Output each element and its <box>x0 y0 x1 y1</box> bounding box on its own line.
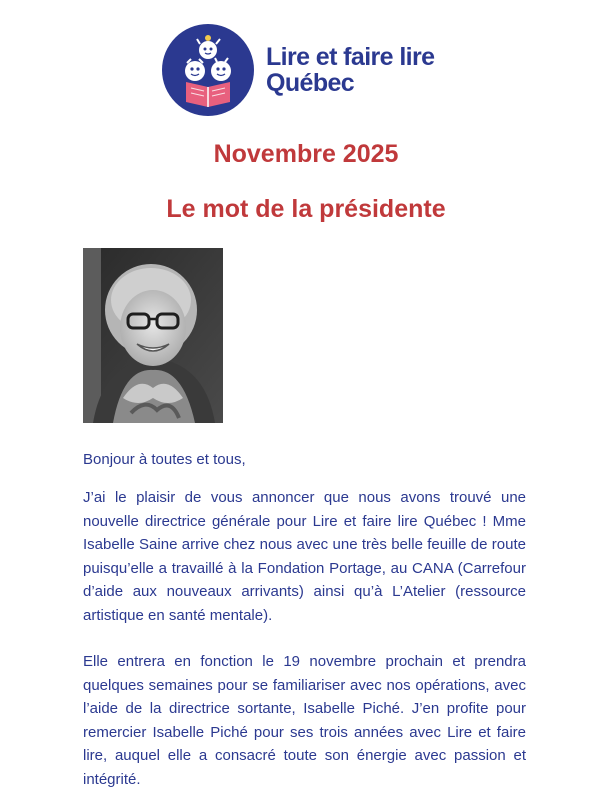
section-title: Le mot de la présidente <box>166 195 446 223</box>
logo-emblem-icon <box>162 24 254 116</box>
logo-line-1: Lire et faire lire <box>266 43 435 71</box>
logo-line-2: Québec <box>266 69 355 97</box>
letter-paragraph-2: Elle entrera en fonction le 19 novembre prochain et prendra quelques semaines pour se familiariser avec nos opérations, avec l’aide de la directrice sortante, Isabelle Piché. J’en profite pour remercier Isabelle Piché pour ses trois années avec Lire et faire lire, auquel elle a consacré toute son énergie avec passion et intégrité. <box>83 653 526 788</box>
letter-paragraph-1: J’ai le plaisir de vous annoncer que nous avons trouvé une nouvelle directrice générale pour Lire et faire lire Québec ! Mme Isabelle Saine arrive chez nous avec une très belle feuille de route puisqu’elle a travaillé à la Fondation Portage, au CANA (Carrefour d’aide aux nouveaux arrivants) ainsi qu’à L’Atelier (ressource artistique en santé mentale). <box>83 489 526 624</box>
greeting: Bonjour à toutes et tous, <box>83 451 246 468</box>
portrait-photo <box>83 248 223 423</box>
month-heading: Novembre 2025 <box>213 140 399 168</box>
logo-wordmark <box>266 44 434 96</box>
logo <box>162 24 434 116</box>
